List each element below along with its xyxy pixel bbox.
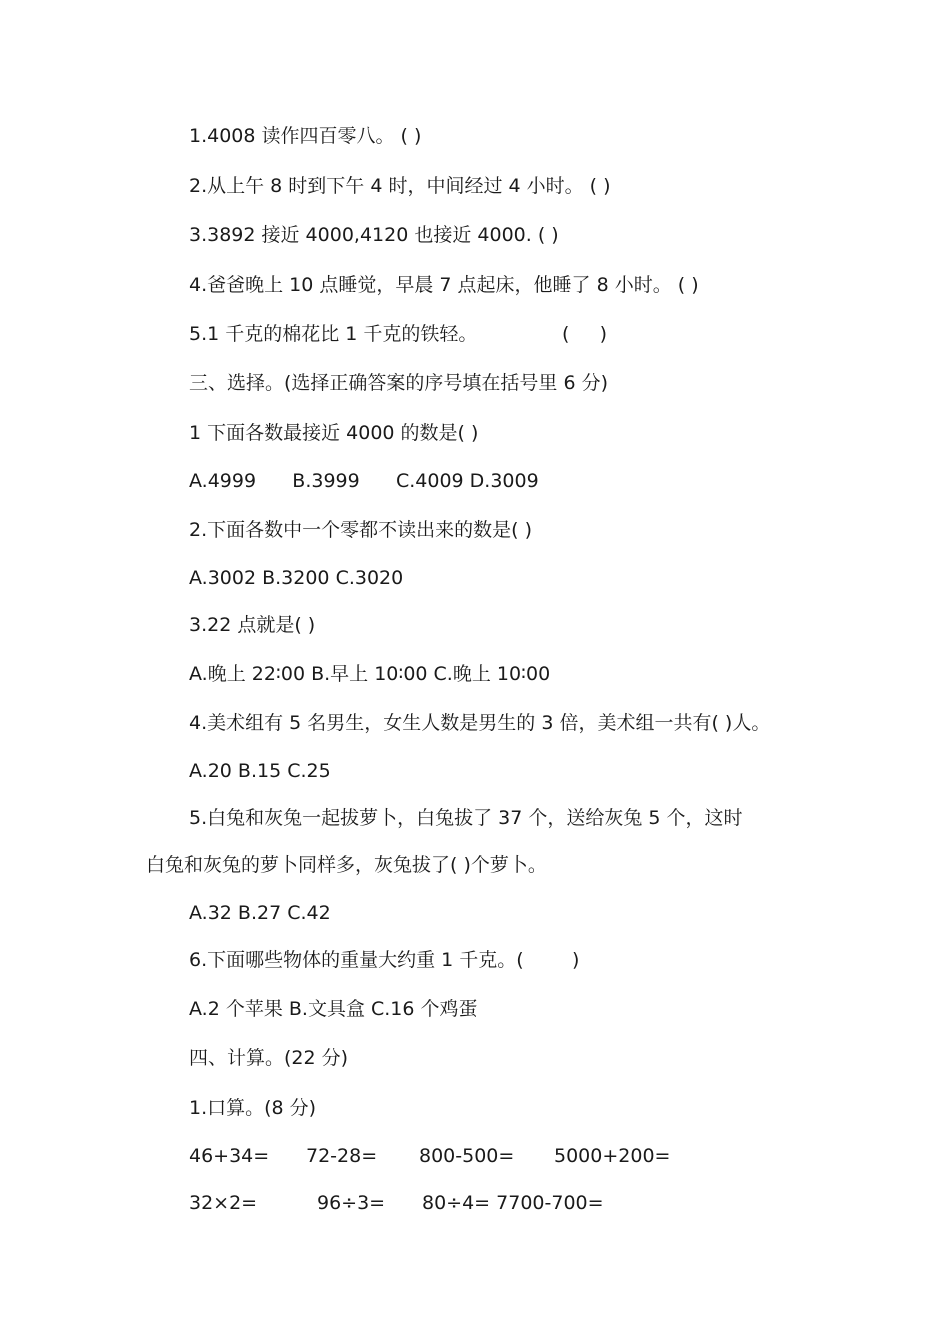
oral-calc-item: 72-28= <box>306 1145 378 1167</box>
section-heading-choice: 三、选择。(选择正确答案的序号填在括号里 6 分) <box>189 372 608 394</box>
judgement-question-5: 5.1 千克的棉花比 1 千克的铁轻。 ( ) <box>189 323 608 345</box>
judgement-question-1: 1.4008 读作四百零八。 ( ) <box>189 125 422 147</box>
choice-question-2: 2.下面各数中一个零都不读出来的数是( ) <box>189 519 532 541</box>
choice-options-3: A.晚上 22∶00 B.早上 10∶00 C.晚上 10∶00 <box>189 663 551 685</box>
oral-calc-item: 96÷3= <box>317 1192 386 1214</box>
choice-options-1: A.4999 B.3999 C.4009 D.3009 <box>189 470 539 492</box>
section-heading-calc: 四、计算。(22 分) <box>189 1047 349 1069</box>
judgement-question-4: 4.爸爸晚上 10 点睡觉，早晨 7 点起床，他睡了 8 小时。 ( ) <box>189 274 699 296</box>
choice-question-5-line-2: 白兔和灰兔的萝卜同样多，灰兔拔了( )个萝卜。 <box>146 854 547 876</box>
choice-question-3: 3.22 点就是( ) <box>189 614 316 636</box>
choice-options-4: A.20 B.15 C.25 <box>189 760 331 782</box>
choice-options-5: A.32 B.27 C.42 <box>189 902 331 924</box>
oral-calc-item: 800-500= <box>419 1145 515 1167</box>
choice-options-2: A.3002 B.3200 C.3020 <box>189 567 404 589</box>
calc-subheading-oral: 1.口算。(8 分) <box>189 1097 317 1119</box>
oral-calc-item: 46+34= <box>189 1145 270 1167</box>
oral-calc-item: 80÷4= 7700-700= <box>422 1192 604 1214</box>
oral-calc-row-2 <box>189 1190 604 1320</box>
choice-question-4: 4.美术组有 5 名男生，女生人数是男生的 3 倍，美术组一共有( )人。 <box>189 712 771 734</box>
choice-options-6: A.2 个苹果 B.文具盒 C.16 个鸡蛋 <box>189 998 478 1020</box>
judgement-question-3: 3.3892 接近 4000,4120 也接近 4000. ( ) <box>189 224 559 246</box>
judgement-question-2: 2.从上午 8 时到下午 4 时，中间经过 4 小时。 ( ) <box>189 175 611 197</box>
choice-question-1: 1 下面各数最接近 4000 的数是( ) <box>189 422 479 444</box>
choice-question-6: 6.下面哪些物体的重量大约重 1 千克。( ) <box>189 949 580 971</box>
oral-calc-item: 32×2= <box>189 1192 258 1214</box>
oral-calc-item: 5000+200= <box>554 1145 671 1167</box>
choice-question-5-line-1: 5.白兔和灰兔一起拔萝卜，白兔拔了 37 个，送给灰兔 5 个，这时 <box>189 807 743 829</box>
